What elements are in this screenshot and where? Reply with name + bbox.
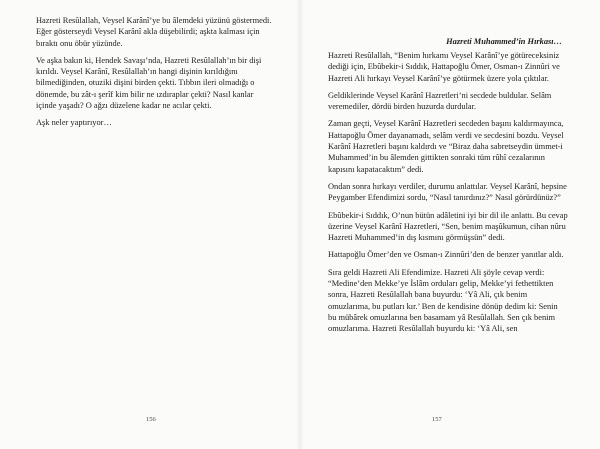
- paragraph: Ondan sonra hırkayı verdiler, durumu anlattılar. Veysel Karânî, hepsine Peygamber Efendimizi sordu, “Nasıl tanırdınız?” Nasıl görürdünüz?”: [328, 181, 567, 203]
- paragraph: Aşk neler yaptırıyor…: [36, 118, 112, 128]
- paragraph: Hazreti Resûlallah, Veysel Karânî’ye bu âlemdeki yüzünü göstermedi. Eğer gösterseydi Veysel Karânî akla düşebilirdi; aşkta kalması için bıraktı onu öbür yüzünde.: [36, 16, 272, 48]
- page-number: 157: [432, 416, 442, 423]
- paragraph: Zaman geçti, Veysel Karânî Hazretleri secdeden başını kaldırmayınca, Hattapoğlu Ömer dayanamadı, selâm verdi ve secdesini bozdu. Veysel Karânî Hazretleri başını kaldırdı ve “Biraz daha sabretseydin ümmet-i Muhammed’in bu âlemden gittikten sonraki tüm rûhî cezalarının kapısını kapatacaktım” dedi.: [328, 119, 564, 174]
- left-page-body: [36, 15, 272, 135]
- running-header: Hazreti Muhammed’in Hırkası…: [446, 37, 562, 46]
- page-number: 156: [146, 416, 156, 423]
- right-page-body: [328, 50, 568, 341]
- paragraph: Hazreti Resûlallah, “Benim hırkamı Veysel Karânî’ye götüreceksiniz dediği için, Ebûbekir-i Sıddık, Hattapoğlu Ömer, Osman-ı Zinnûri ve Hazreti Ali hırkayı Veysel Karânî’ye götürmek üzere yola çıktılar.: [328, 51, 560, 83]
- paragraph: Sıra geldi Hazreti Ali Efendimize. Hazreti Ali şöyle cevap verdi: “Medine’den Mekke’ye İslâm orduları gelip, Mekke’yi fethettikten sonra, Hazreti Resûlallah bana buyurdu: ‘Yâ Ali, çık benim omuzlarıma, bu putları kır.’ Ben de kendisine dönüp dedim ki: Senin bu mübârek omuzlarına ben basamam yâ Resûlallah. Sen çık benim omuzlarıma. Hazreti Resûlallah buyurdu ki: ‘Yâ Ali, sen: [328, 267, 558, 334]
- right-page: [300, 0, 600, 449]
- paragraph: Hattapoğlu Ömer’den ve Osman-ı Zinnûri’den de benzer yanıtlar aldı.: [328, 250, 564, 260]
- paragraph: Geldiklerinde Veysel Karânî Hazretleri’ni secdede buldular. Selâm veremediler, dördü birden huzurda durdular.: [328, 90, 552, 112]
- paragraph: Ebûbekir-i Sıddık, O’nun bütün adâletini iyi bir dil ile anlattı. Bu cevap üzerine Veysel Karânî Hazretleri, “Sen, benim maşûkumun, cihan nûru Hazreti Muhammed’in dış kısmını görmüşsün” dedi.: [328, 210, 568, 243]
- paragraph: Ve aşka bakın ki, Hendek Savaşı’nda, Hazreti Resûlallah’ın bir dişi kırıldı. Veysel Karânî, Resûlallah’ın hangi dişinin kırıldığını bilmediğinden, otuziki dişini birden çekti. Tıbbın ileri olmadığı o dönemde, bu zât-ı şerîf kim bilir ne ızdıraplar çekti? Nasıl kanlar içinde yaşadı? O ağzı düzelene kadar ne acılar çekti.: [36, 55, 262, 111]
